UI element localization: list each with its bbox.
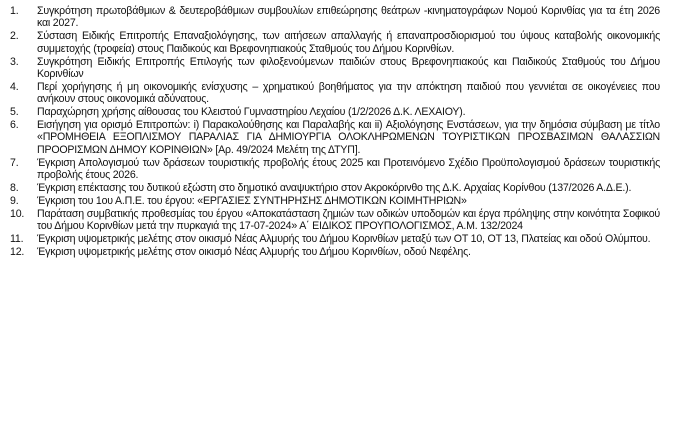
agenda-list — [10, 5, 660, 258]
agenda-item-number: 9. — [10, 194, 19, 207]
agenda-item — [10, 233, 660, 245]
agenda-item-text: Παραχώρηση χρήσης αίθουσας του Κλειστού Γυμναστηρίου Λεχαίου (1/2/2026 Δ.Κ. ΛΕΧΑΙΟΥ). — [37, 106, 466, 119]
agenda-item — [10, 56, 660, 81]
agenda-item — [10, 195, 660, 207]
agenda-item-text: Έγκριση Απολογισμού των δράσεων τουριστικής προβολής έτους 2025 και Προτεινόμενο Σχέδιο Προϋπολογισμού δράσεων τουριστικής προβολής έτους 2026. — [37, 156, 660, 182]
agenda-item-number: 12. — [10, 246, 25, 259]
agenda-item-number: 1. — [10, 5, 19, 17]
agenda-item — [10, 5, 660, 30]
agenda-item-text: Συγκρότηση πρωτοβάθμιων & δευτεροβάθμιων συμβουλίων επιθεώρησης θεάτρων -κινηματογράφων Νομού Κορινθίας για τα έτη 2026 και 2027. — [37, 5, 660, 30]
agenda-item — [10, 106, 660, 118]
agenda-item-number: 3. — [10, 55, 19, 68]
agenda-item-text: Έγκριση επέκτασης του δυτικού εξώστη στο δημοτικό αναψυκτήριο στον Ακροκόρινθο της Δ.Κ. Αρχαίας Κορίνθου (137/2026 Α.Δ.Ε.). — [37, 181, 632, 194]
agenda-item — [10, 182, 660, 194]
agenda-item-number: 6. — [10, 119, 19, 132]
agenda-item-text: Συγκρότηση Ειδικής Επιτροπής Επιλογής των φιλοξενούμενων παιδιών στους Βρεφονηπιακούς και Παιδικούς Σταθμούς του Δήμου Κορινθίων — [37, 55, 660, 80]
agenda-item — [10, 208, 660, 233]
agenda-item-number: 5. — [10, 106, 19, 119]
agenda-item-number: 11. — [10, 233, 24, 246]
agenda-item-text: Παράταση συμβατικής προθεσμίας του έργου «Αποκατάσταση ζημιών των οδικών υποδομών και έργα πρόληψης στην κοινότητα Σοφικού του Δήμου Κορινθίων μετά την πυρκαγιά της 17-07-2024» Α΄ ΕΙΔΙΚΟΣ ΠΡΟΥΠΟΛΟΓΙΣΜΟΣ, Α.Μ. 132/2024 — [37, 207, 660, 233]
agenda-item-text: Έγκριση υψομετρικής μελέτης στον οικισμό Νέας Αλμυρής του Δήμου Κορινθίων μεταξύ των ΟΤ 10, ΟΤ 13, Πλατείας και οδού Ολύμπου. — [37, 233, 651, 246]
agenda-item — [10, 157, 660, 182]
agenda-item-number: 4. — [10, 80, 19, 93]
agenda-item — [10, 81, 660, 106]
agenda-item — [10, 119, 660, 156]
agenda-item-text: Εισήγηση για ορισμό Επιτροπών: i) Παρακολούθησης και Παραλαβής και ii) Αξιολόγησης Ενστάσεων, για την δημόσια σύμβαση με τίτλο «ΠΡΟΜΗΘΕΙΑ ΕΞΟΠΛΙΣΜΟΥ ΠΑΡΑΛΙΑΣ ΓΙΑ ΔΗΜΙΟΥΡΓΙΑ ΟΛΟΚΛΗΡΩΜΕΝΩΝ ΤΟΥΡΙΣΤΙΚΩΝ ΠΡΟΣΒΑΣΙΜΩΝ ΘΑΛΑΣΣΙΩΝ ΠΡΟΟΡΙΣΜΩΝ ΔΗΜΟΥ ΚΟΡΙΝΘΙΩΝ» [Αρ. 49/2024 Μελέτη της ΔΤΥΠ]. — [37, 119, 660, 156]
agenda-item-number: 10. — [10, 207, 25, 220]
agenda-item-text: Έγκριση υψομετρικής μελέτης στον οικισμό Νέας Αλμυρής του Δήμου Κορινθίων, οδού Νεφέλης. — [37, 246, 471, 259]
agenda-item-text: Σύσταση Ειδικής Επιτροπής Επαναξιολόγησης, των αιτήσεων απαλλαγής ή επαναπροσδιορισμού του ύψους καταβολής οικονομικής συμμετοχής (τροφεία) στους Παιδικούς και Βρεφονηπιακούς Σταθμούς του Δήμου Κορινθίων. — [37, 30, 660, 55]
agenda-item-text: Περί χορήγησης ή μη οικονομικής ενίσχυσης – χρηματικού βοηθήματος για την απόκτηση παιδιού που γεννιέται σε οικογένειες που ανήκουν στους οικονομικά αδύνατους. — [37, 80, 660, 106]
agenda-item-number: 7. — [10, 156, 19, 169]
agenda-item-number: 8. — [10, 181, 19, 194]
agenda-item-text: Έγκριση του 1ου Α.Π.Ε. του έργου: «ΕΡΓΑΣΙΕΣ ΣΥΝΤΗΡΗΣΗΣ ΔΗΜΟΤΙΚΩΝ ΚΟΙΜΗΤΗΡΙΩΝ» — [37, 194, 467, 207]
agenda-item-number: 2. — [10, 30, 19, 43]
agenda-item — [10, 30, 660, 55]
agenda-item — [10, 246, 660, 258]
